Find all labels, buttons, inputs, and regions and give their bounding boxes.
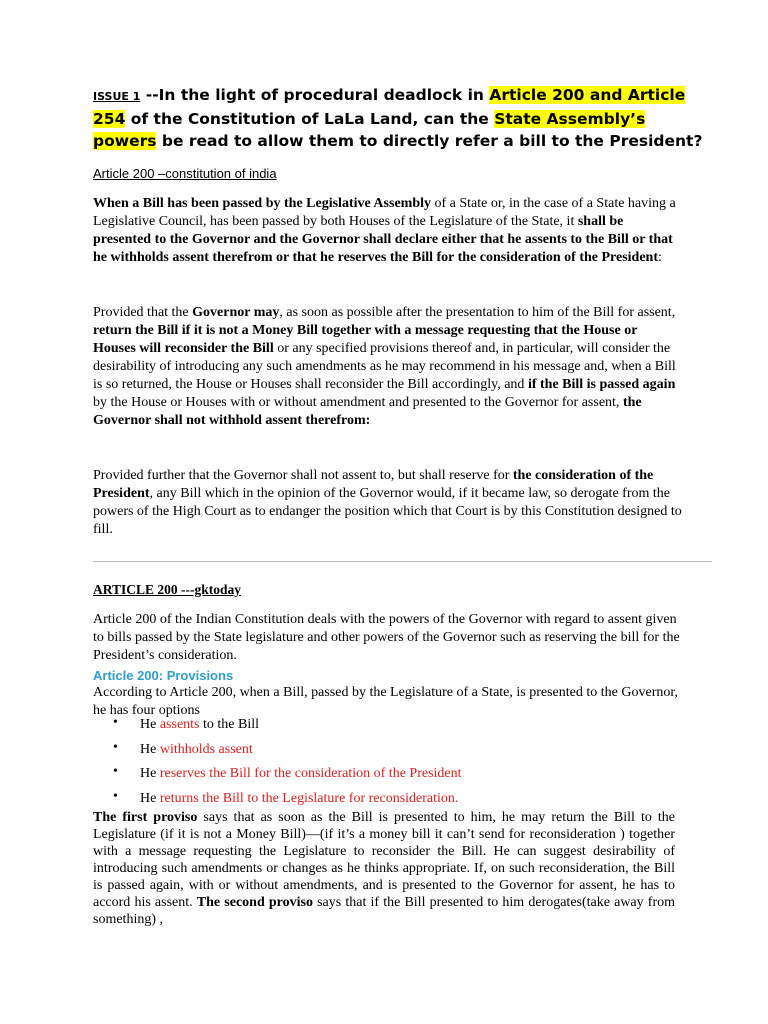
list-item: • He returns the Bill to the Legislature for reconsideration.: [113, 788, 459, 806]
list-item: • He assents to the Bill: [113, 715, 259, 732]
bold-run: Governor may: [192, 305, 280, 320]
bold-run: return the Bill if it is not a Money Bill together with a message requesting that the House or Houses will reconsider the Bill: [93, 323, 638, 356]
bold-run: shall be presented to the Governor and the Governor shall declare either that he assents to the Bill or that he withholds assent therefrom or that he reserves the Bill for the consideration of the President: [93, 214, 673, 265]
article-200-second-proviso: [93, 467, 683, 539]
bold-run: if the Bill is passed again: [527, 377, 676, 392]
provisions-heading: Article 200: Provisions: [93, 668, 234, 683]
bold-run: the consideration of the President: [93, 468, 654, 501]
issue-text-3: be read to allow them to directly refer a bill to the President?: [156, 132, 703, 150]
text-run: Provided further that the Governor shall not assent to, but shall reserve for: [93, 468, 513, 483]
text-run: of a State or, in the case of a State having a Legislative Council, has been passed by both Houses of the Legislature of the State, it: [93, 196, 676, 229]
bullet: •: [113, 715, 118, 730]
provisions-intro: According to Article 200, when a Bill, passed by the Legislature of a State, is presented to the Governor, he has four options: [93, 685, 678, 718]
bold-run: The first proviso: [93, 810, 198, 825]
text-run: :: [658, 250, 662, 265]
option-keyword: withholds assent: [159, 741, 253, 757]
option-keyword: returns the Bill to the Legislature for reconsideration.: [159, 790, 459, 806]
text-run: by the House or Houses with or without amendment and presented to the Governor for assent,: [93, 395, 623, 410]
list-item: • He withholds assent: [113, 739, 253, 757]
issue-question: [93, 84, 713, 152]
bullet: •: [113, 788, 118, 804]
text-run: Provided that the: [93, 305, 193, 320]
list-item: • He reserves the Bill for the consideration of the President: [113, 764, 462, 781]
text-run: , any Bill which in the opinion of the Governor would, if it became law, so derogate from the powers of the High Court as to endanger the position which that Court is by this Constitution designed to fill.: [93, 486, 682, 537]
text-run: , as soon as possible after the presentation to him of the Bill for assent,: [279, 305, 676, 320]
article-200-first-proviso: [93, 304, 683, 430]
option-keyword: assents: [159, 717, 200, 732]
issue-text-2: of the Constitution of LaLa Land, can the: [125, 110, 495, 128]
issue-dash: --: [140, 86, 159, 104]
bold-run: The second proviso: [196, 895, 313, 910]
issue-label: ISSUE 1: [93, 90, 141, 103]
issue-text-1: In the light of procedural deadlock in: [158, 86, 490, 104]
article-200-india-heading: Article 200 –constitution of india: [93, 166, 277, 181]
issue-highlight-articles: Article 200 and Article 254: [93, 86, 686, 128]
options-list: [113, 717, 673, 815]
section-divider: [93, 561, 712, 562]
article-200-main-clause: [93, 195, 683, 267]
text-run: or any specified provisions thereof and, in particular, will consider the desirability of introducing any such amendments as he may recommend in his message and, when a Bill is so returned, the House or Houses shall reconsider the Bill accordingly, and: [93, 341, 676, 392]
bullet: •: [113, 739, 118, 755]
provisos-explanation: [93, 809, 675, 928]
option-keyword: reserves the Bill for the consideration of the President: [159, 766, 462, 781]
gktoday-heading: ARTICLE 200 ---gktoday: [93, 582, 242, 597]
bullet: •: [113, 764, 118, 779]
bold-run: the Governor shall not withhold assent therefrom:: [93, 395, 642, 428]
text-run: says that as soon as the Bill is presented to him, he may return the Bill to the Legislature (if it is not a Money Bill)—(if it’s a money bill it can’t send for reconsideration ) together with a message requesting the Legislature to reconsider the Bill. He can suggest desirability of introducing such amendments or changes as he thinks appropriate. If, on such reconsideration, the Bill is passed again, with or without amendments, and is presented to the Governor for assent, he has to accord his assent.: [93, 810, 675, 910]
gktoday-intro: Article 200 of the Indian Constitution deals with the powers of the Governor with regard to assent given to bills passed by the State legislature and other powers of the Governor such as reserving the bill for the President’s consideration.: [93, 612, 680, 663]
issue-highlight-assembly: State Assembly’s powers: [93, 110, 646, 150]
text-run: says that if the Bill presented to him derogates(take away from something) ,: [93, 895, 676, 927]
bold-run: When a Bill has been passed by the Legislative Assembly: [93, 196, 431, 211]
